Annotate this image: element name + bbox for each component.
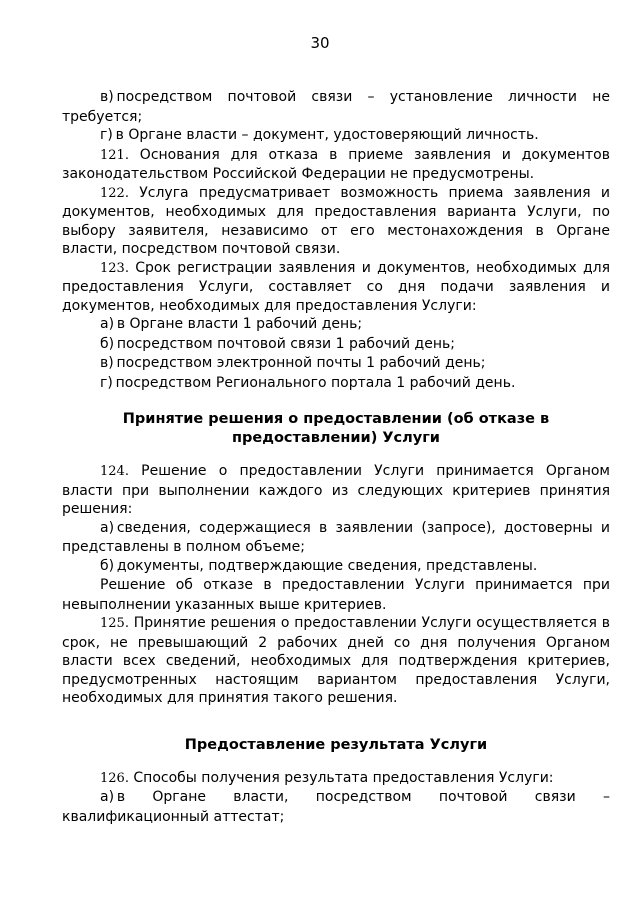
list-item: б) документы, подтверждающие сведения, представлены. <box>100 557 538 574</box>
page-number: 30 <box>310 34 330 52</box>
paragraph: в) посредством почтовой связи – установление личности не требуется; <box>62 89 610 125</box>
paragraph-124: 124. Решение о предоставлении Услуги принимается Органом власти при выполнении каждого из следующих критериев принятия решения: <box>62 463 610 517</box>
document-body <box>62 88 610 826</box>
paragraph-122: 122. Услуга предусматривает возможность приема заявления и документов, необходимых для предоставления варианта Услуги, по выбору заявителя, независимо от его местонахождения в Органе власти, посредством почтовой связи. <box>62 184 610 257</box>
section-heading: Предоставление результата Услуги <box>184 736 488 753</box>
list-item: г) посредством Регионального портала 1 рабочий день. <box>100 374 516 391</box>
paragraph-126: 126. Способы получения результата предоставления Услуги: <box>100 769 554 786</box>
paragraph-121: 121. Основания для отказа в приеме заявления и документов законодательством Российской Федерации не предусмотрены. <box>62 146 610 182</box>
paragraph: г) в Органе власти – документ, удостоверяющий личность. <box>100 127 539 143</box>
paragraph-123: 123. Срок регистрации заявления и документов, необходимых для предоставления Услуги, составляет со дня подачи заявления и документов, необходимых для предоставления Услуги: <box>62 259 610 314</box>
list-item: а) сведения, содержащиеся в заявлении (запросе), достоверны и представлены в полном объеме; <box>62 519 610 555</box>
paragraph-125: 125. Принятие решения о предоставлении Услуги осуществляется в срок, не превышающий 2 рабочих дней со дня получения Органом власти всех сведений, необходимых для подтверждения критериев, предусмотренных настоящим вариантом предоставления Услуги, необходимых для принятия такого решения. <box>62 615 610 706</box>
paragraph: Решение об отказе в предоставлении Услуги принимается при невыполнении указанных выше критериев. <box>62 577 610 613</box>
list-item: в) посредством электронной почты 1 рабочий день; <box>100 355 486 371</box>
section-heading: Принятие решения о предоставлении (об отказе в предоставлении) Услуги <box>122 411 550 446</box>
list-item: б) посредством почтовой связи 1 рабочий день; <box>100 335 455 352</box>
list-item: а) в Органе власти 1 рабочий день; <box>100 316 363 332</box>
list-item: а) в Органе власти, посредством почтовой связи – квалификационный аттестат; <box>62 789 610 825</box>
